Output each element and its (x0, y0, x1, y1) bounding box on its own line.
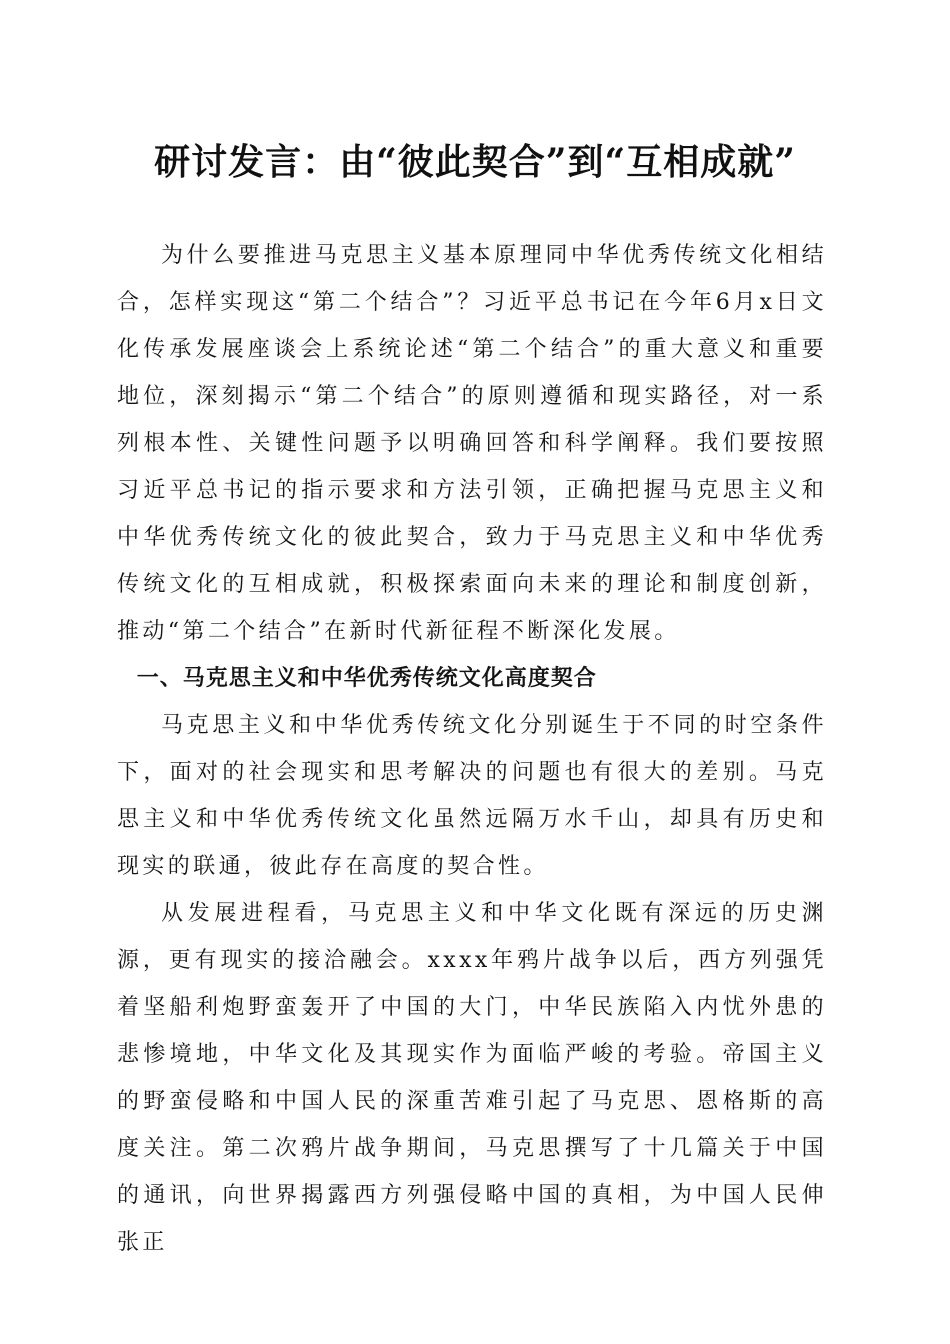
section-paragraph: 从发展进程看，马克思主义和中华文化既有深远的历史渊源，更有现实的接洽融会。xxxx年鸦片战争以后，西方列强凭着坚船利炮野蛮轰开了中国的大门，中华民族陷入内忧外患的悲惨境地，中华文化及其现实作为面临严峻的考验。帝国主义的野蛮侵略和中国人民的深重苦难引起了马克思、恩格斯的高度关注。第二次鸦片战争期间，马克思撰写了十几篇关于中国的通讯，向世界揭露西方列强侵略中国的真相，为中国人民伸张正 (117, 901, 827, 1255)
document-body (117, 232, 827, 1266)
section-heading: 一、马克思主义和中华优秀传统文化高度契合 (136, 666, 597, 691)
document-title: 研讨发言：由“彼此契合”到“互相成就” (154, 141, 796, 183)
section-paragraph: 马克思主义和中华优秀传统文化分别诞生于不同的时空条件下，面对的社会现实和思考解决的问题也有很大的差别。马克思主义和中华优秀传统文化虽然远隔万水千山，却具有历史和现实的联通，彼此存在高度的契合性。 (117, 713, 827, 879)
intro-paragraph: 为什么要推进马克思主义基本原理同中华优秀传统文化相结合，怎样实现这“第二个结合”？习近平总书记在今年6月x日文化传承发展座谈会上系统论述“第二个结合”的重大意义和重要地位，深刻揭示“第二个结合”的原则遵循和现实路径，对一系列根本性、关键性问题予以明确回答和科学阐释。我们要按照习近平总书记的指示要求和方法引领，正确把握马克思主义和中华优秀传统文化的彼此契合，致力于马克思主义和中华优秀传统文化的互相成就，积极探索面向未来的理论和制度创新，推动“第二个结合”在新时代新征程不断深化发展。 (117, 243, 827, 644)
